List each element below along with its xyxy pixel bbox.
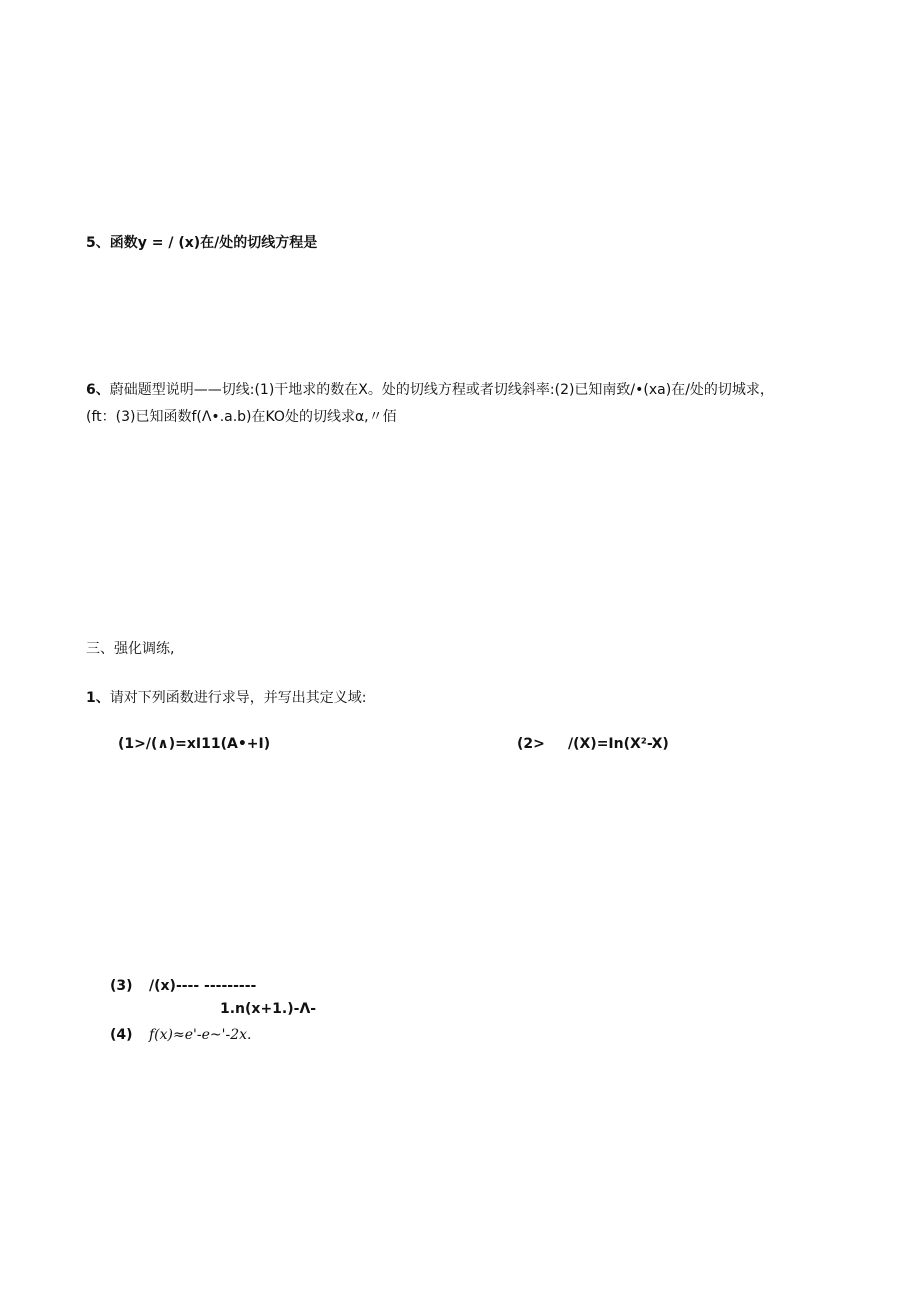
exercise-item-3-denominator-wrap <box>220 999 316 1019</box>
exercise-item-3-numerator-wrap <box>149 976 256 996</box>
exercise-item-1 <box>118 734 270 754</box>
question-6-line-2 <box>86 407 397 427</box>
exercise-item-1-formula: (1>/(∧)=xI11(A•+I) <box>118 736 271 752</box>
exercise-1-number: 1、 <box>86 690 110 706</box>
exercise-1-prompt <box>86 688 366 708</box>
exercise-item-3-number: (3) <box>110 978 133 994</box>
question-6-text-line-1: 蔚础题型说明——切线:(1)干地求的数在X。处的切线方程或者切线斜率:(2)已知南致/•(xa)在/处的切城求， <box>109 382 774 398</box>
section-heading-text: 三、强化调练, <box>86 641 175 657</box>
question-6-number: 6、 <box>86 382 110 398</box>
section-heading <box>86 639 174 659</box>
exercise-item-4-number: (4) <box>110 1027 133 1043</box>
exercise-item-3-numerator: /(x)---- --------- <box>149 978 257 994</box>
question-5-number: 5、 <box>86 235 110 251</box>
question-6-line-1 <box>86 380 774 400</box>
exercise-item-4-formula: f(x)≈e'-e~'-2x. <box>149 1027 252 1043</box>
exercise-item-4-formula-wrap <box>149 1025 251 1045</box>
question-5-text: 函数y = / (x)在/处的切线方程是 <box>109 235 318 251</box>
exercise-item-2-formula-wrap <box>568 734 669 754</box>
exercise-item-3-label <box>110 976 133 996</box>
exercise-item-3-denominator: 1.n(x+1.)-Λ- <box>220 1001 317 1017</box>
exercise-item-2-label <box>517 734 545 754</box>
exercise-item-4-label <box>110 1025 133 1045</box>
question-6-text-line-2: (ft：(3)已知函数f(Λ•.a.b)在KO处的切线求α,〃佰 <box>86 409 397 425</box>
exercise-item-2-number: (2> <box>517 736 545 752</box>
exercise-item-2-formula: /(X)=In(X²-X) <box>568 736 669 752</box>
exercise-1-prompt-text: 请对下列函数进行求导，并写出其定义域: <box>109 690 367 706</box>
question-5 <box>86 233 317 253</box>
